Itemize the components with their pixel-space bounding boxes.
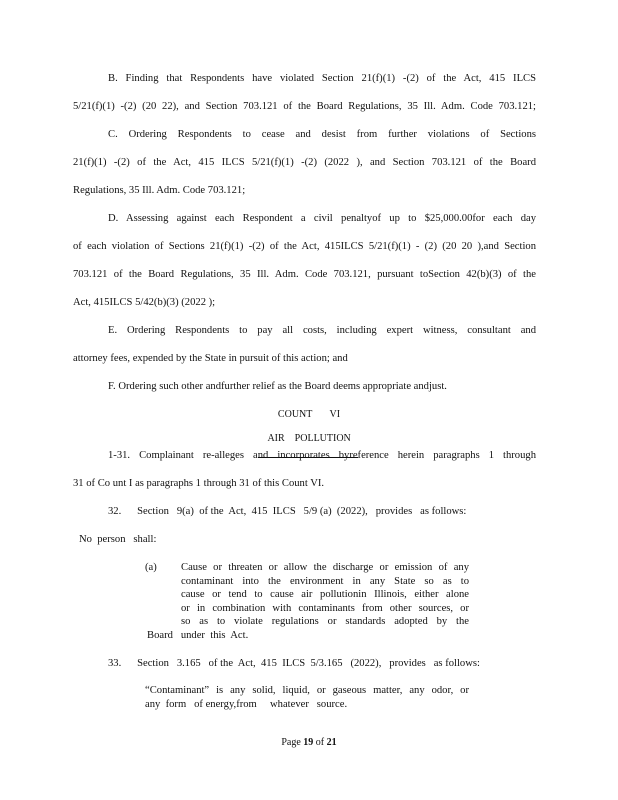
clause-a-label: (a) [145, 562, 157, 573]
clause-a-line-1: Cause or threaten or allow the discharge or emission of any [181, 562, 469, 573]
para-33-line-1: 33. Section 3.165 of the Act, 415 ILCS 5/3.165 (2022), provides as follows: [108, 658, 480, 669]
para-b-line-2: 5/21(f)(1) -(2) (20 22), and Section 703.121 of the Board Regulations, 35 Ill. Adm. Code 703.121; [73, 101, 536, 112]
clause-a-line-4: or in combination with contaminants from other sources, or [181, 602, 469, 614]
para-d-line-1: D. Assessing against each Respondent a civil penaltyof up to $25,000.00for each day [108, 213, 536, 224]
footer-of-word: of [315, 737, 325, 748]
para-c-line-1: C. Ordering Respondents to cease and desist from further violations of Sections [108, 129, 536, 140]
para-32-line-1: 32. Section 9(a) of the Act, 415 ILCS 5/9 (a) (2022), provides as follows: [108, 506, 467, 517]
para-d-line-4: Act, 415ILCS 5/42(b)(3) (2022 ); [73, 297, 216, 308]
para-f-line-1: F. Ordering such other andfurther relief as the Board deems appropriate andjust. [108, 381, 447, 392]
para-32-line-2: No person shall: [79, 534, 157, 545]
count-subject-text: AIR POLLUTION [267, 433, 351, 444]
para-d-line-2: of each violation of Sections 21(f)(1) -(2) of the Act, 415ILCS 5/21(f)(1) - (2) (20 20 ),and Section [73, 241, 536, 252]
page-footer [0, 737, 618, 748]
para-b-line-1: B. Finding that Respondents have violated Section 21(f)(1) -(2) of the Act, 415 ILCS [108, 73, 536, 84]
count-title: COUNT VI [277, 409, 341, 420]
footer-page-word: Page [281, 737, 301, 748]
para-c-line-2: 21(f)(1) -(2) of the Act, 415 ILCS 5/21(f)(1) -(2) (2022 ), and Section 703.121 of the Board [73, 157, 536, 168]
para-e-line-1: E. Ordering Respondents to pay all costs, including expert witness, consultant and [108, 325, 536, 336]
footer-page-total: 21 [326, 737, 337, 748]
para-1-31-line-1: 1-31. Complainant re-alleges and incorporates byreference herein paragraphs 1 through [108, 450, 536, 461]
footer-page-number: 19 [303, 737, 314, 748]
clause-a-line-5: so as to violate regulations or standards adopted by the [181, 616, 469, 627]
para-d-line-3: 703.121 of the Board Regulations, 35 Ill. Adm. Code 703.121, pursuant toSection 42(b)(3) of the [73, 269, 536, 280]
clause-a-line-2: contaminant into the environment in any State so as to [181, 575, 469, 587]
clause-a-line-6: Board under this Act. [147, 629, 249, 641]
para-e-line-2: attorney fees, expended by the State in pursuit of this action; and [73, 353, 348, 364]
count-heading [0, 409, 618, 421]
clause-a-line-3: cause or tend to cause air pollutionin Illinois, either alone [181, 589, 469, 600]
para-33-quote-line-2: any form of energy,from whatever source. [145, 699, 348, 710]
para-33-quote-line-1: “Contaminant” is any solid, liquid, or gaseous matter, any odor, or [145, 685, 469, 696]
para-c-line-3: Regulations, 35 Ill. Adm. Code 703.121; [73, 185, 246, 196]
para-1-31-line-2: 31 of Co unt I as paragraphs 1 through 31 of this Count VI. [73, 478, 325, 489]
